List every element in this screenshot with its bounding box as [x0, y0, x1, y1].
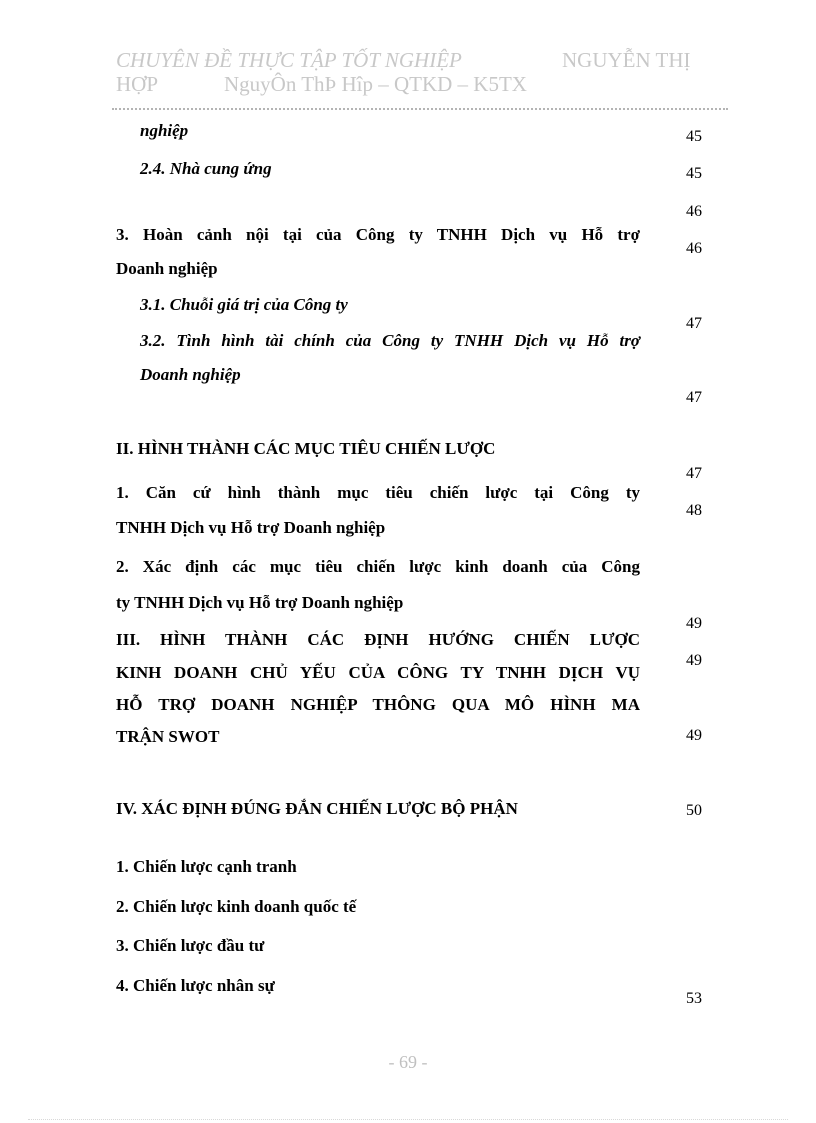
toc-entry: Doanh nghiệp	[116, 259, 218, 278]
toc-entry: Doanh nghiệp	[140, 365, 241, 384]
toc-page-number: 46	[686, 240, 702, 257]
toc-page-number: 47	[686, 315, 702, 332]
toc-entry: nghiệp	[140, 121, 189, 140]
toc-entry: 3. Hoàn cảnh nội tại của Công ty TNHH Dịch vụ Hỗ trợ	[116, 225, 640, 244]
toc-entry: KINH DOANH CHỦ YẾU CỦA CÔNG TY TNHH DỊCH VỤ	[116, 663, 640, 682]
toc-entry: IV. XÁC ĐỊNH ĐÚNG ĐẮN CHIẾN LƯỢC BỘ PHẬN	[116, 799, 518, 818]
toc-entry: 2. Xác định các mục tiêu chiến lược kinh doanh của Công	[116, 557, 640, 576]
header-subtitle: NguyÔn ThÞ Hîp – QTKD – K5TX	[224, 72, 527, 96]
toc-entry: HỖ TRỢ DOANH NGHIỆP THÔNG QUA MÔ HÌNH MA	[116, 695, 640, 714]
header-author-name-cont: HỢP	[116, 72, 159, 96]
header-author-name: NGUYỄN THỊ	[562, 48, 691, 72]
toc-entry: TRẬN SWOT	[116, 727, 220, 746]
toc-page-number: 45	[686, 165, 702, 182]
toc-page-number: 53	[686, 990, 702, 1007]
toc-entry: 3. Chiến lược đầu tư	[116, 936, 265, 955]
toc-page-number: 46	[686, 203, 702, 220]
toc-page-number: 49	[686, 652, 702, 669]
toc-page-number: 50	[686, 802, 702, 819]
toc-entry: II. HÌNH THÀNH CÁC MỤC TIÊU CHIẾN LƯỢC	[116, 439, 496, 458]
page-footer-number: - 69 -	[388, 1052, 428, 1072]
toc-page-number: 47	[686, 465, 702, 482]
toc-entry: 3.1. Chuỗi giá trị của Công ty	[140, 295, 348, 314]
toc-entry: III. HÌNH THÀNH CÁC ĐỊNH HƯỚNG CHIẾN LƯỢC	[116, 630, 640, 649]
toc-entry: 1. Chiến lược cạnh tranh	[116, 857, 297, 876]
toc-entry: 3.2. Tình hình tài chính của Công ty TNHH Dịch vụ Hỗ trợ	[140, 331, 640, 350]
header-divider	[112, 108, 728, 110]
footer-divider	[28, 1119, 788, 1120]
toc-entry: 2.4. Nhà cung ứng	[140, 159, 272, 178]
toc-entry: ty TNHH Dịch vụ Hỗ trợ Doanh nghiệp	[116, 593, 404, 612]
toc-page-number: 45	[686, 128, 702, 145]
toc-page-number: 49	[686, 727, 702, 744]
toc-page-number: 48	[686, 502, 702, 519]
toc-entry: 2. Chiến lược kinh doanh quốc tế	[116, 897, 357, 916]
toc-entry: 1. Căn cứ hình thành mục tiêu chiến lược tại Công ty	[116, 483, 640, 502]
toc-page-number: 49	[686, 615, 702, 632]
toc-entry: 4. Chiến lược nhân sự	[116, 976, 275, 995]
page-header	[116, 48, 716, 96]
toc-page-number: 47	[686, 389, 702, 406]
toc-entry: TNHH Dịch vụ Hỗ trợ Doanh nghiệp	[116, 518, 386, 537]
header-title: CHUYÊN ĐỀ THỰC TẬP TỐT NGHIỆP	[116, 48, 462, 72]
